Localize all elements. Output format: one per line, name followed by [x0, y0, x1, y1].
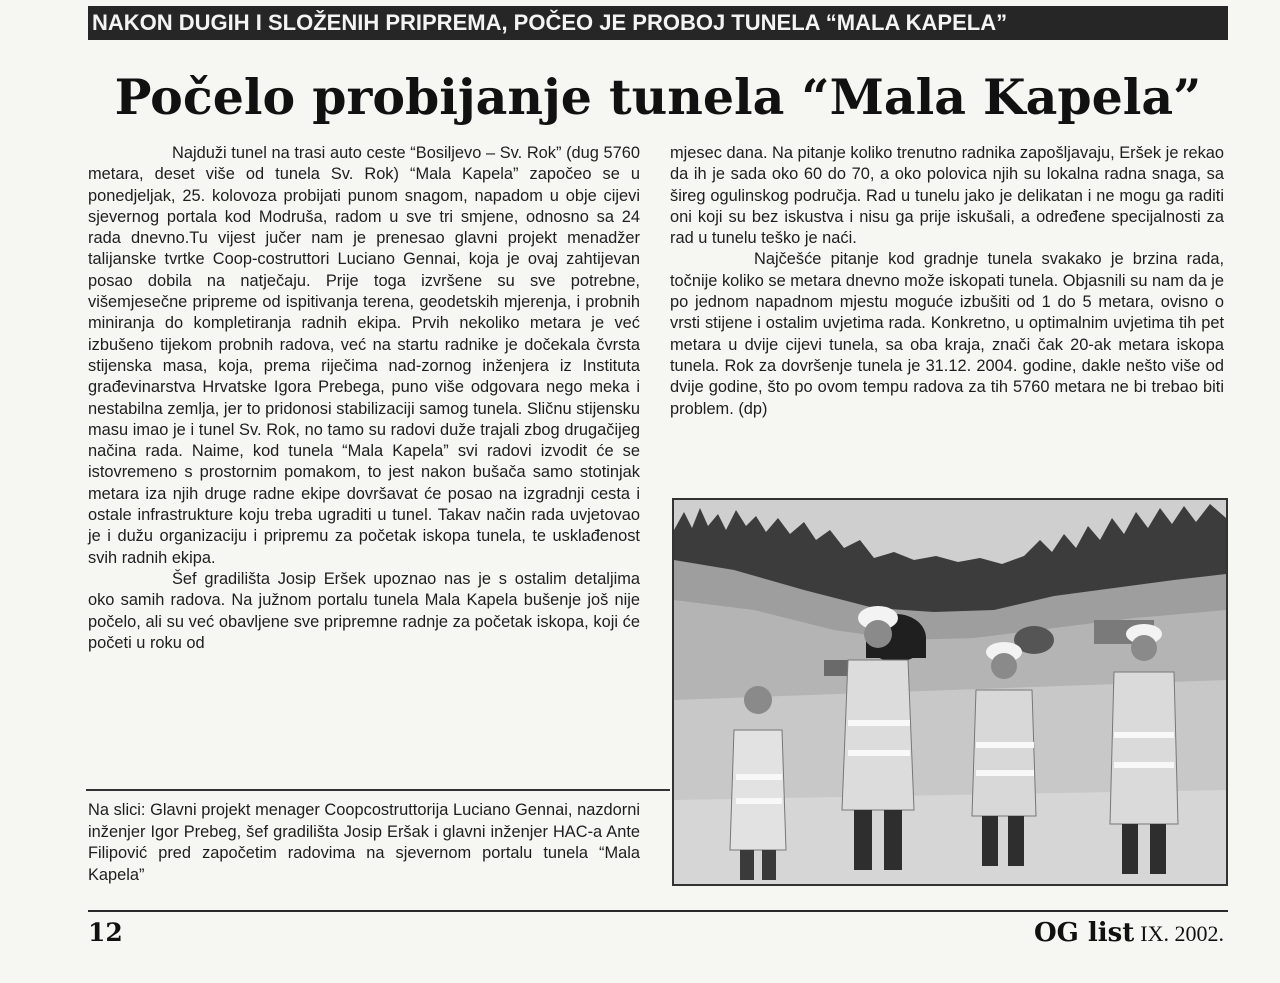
footer-divider	[88, 910, 1228, 912]
page-number: 12	[88, 918, 123, 947]
publication-name: OG list	[1033, 918, 1135, 948]
kicker-banner: NAKON DUGIH I SLOŽENIH PRIPREMA, POČEO JE PROBOJ TUNELA “MALA KAPELA”	[88, 6, 1228, 40]
headline: Počelo probijanje tunela “Mala Kapela”	[114, 68, 1202, 126]
article-column-left	[88, 143, 640, 654]
photo-caption: Na slici: Glavni projekt menager Coopcostruttorija Luciano Gennai, nazdorni inženjer Igor Prebeg, šef gradilišta Josip Eršak i glavni inženjer HAC-a Ante Filipović pred započetim radovima na sjevernom portalu tunela “Mala Kapela”	[88, 801, 640, 884]
article-column-right	[670, 143, 1224, 420]
article-photo	[672, 498, 1228, 886]
issue-date: IX. 2002.	[1140, 921, 1224, 946]
article-paragraph: Najduži tunel na trasi auto ceste “Bosiljevo – Sv. Rok” (dug 5760 metara, deset više od tunela Sv. Rok) “Mala Kapela” započeo se u ponedjeljak, 25. kolovoza probijati punom snagom, napadom u obje cijevi sjevernog portala kod Modruša, radom u sve tri smjene, odnosno sa 24 rada dnevno.Tu vijest jučer nam je prenesao glavni projekt menadžer talijanske tvrtke Coop-costruttori Luciano Gennai, koja je ovaj zahtijevan posao dobila na natječaju. Prije toga izvršene su sve potrebne, višemjesečne pripreme od ispitivanja terena, geodetskih mjerenja, i probnih miniranja do kompletiranja radnih ekipa. Prvih nekoliko metara je već izbušeno tijekom probnih radova, već na startu radnike je dočekala čvrsta stijenska masa, koja, prema riječima nad-zornog inženjera iz Instituta građevinarstva Hrvatske Igora Prebega, puno više odgovara nego meka i nestabilna zemlja, jer to pridonosi stabilizaciji samog tunela. Sličnu stijensku masu imao je i tunel Sv. Rok, no tamo su radovi duže trajali zbog drugačijeg načina rada. Naime, kod tunela “Mala Kapela” svi radovi izvodit će se istovremeno s prostornim pomakom, to jest nakon bušača samo stotinjak metara iza njih druge radne ekipe dovršavat će posao na izgradnji cesta i ostale infrastrukture koju treba ugraditi u tunel. Takav način rada uvjetovao je i dužu organizaciju i pripremu za početak iskopa tunela, te usklađenost svih radnih ekipa.	[88, 144, 640, 567]
article-paragraph: Najčešće pitanje kod gradnje tunela svakako je brzina rada, točnije koliko se metara dnevno može iskopati tunela. Objasnili su nam da je po jednom napadnom mjestu moguće izbušiti od 1 do 5 metara, ovisno o vrsti stijene i ostalim uvjetima rada. Konkretno, u optimalnim uvjetima tih pet metara u dvije cijevi tunela, sa oba kraja, znači čak 20-ak metara iskopa tunela. Rok za dovršenje tunela je 31.12. 2004. godine, dakle nešto više od dvije godine, što po ovom tempu radova za tih 5760 metara ne bi trebao biti problem. (dp)	[670, 250, 1224, 418]
caption-divider	[86, 789, 670, 791]
article-paragraph: mjesec dana. Na pitanje koliko trenutno radnika zapošljavaju, Eršek je rekao da ih je sada oko 60 do 70, a oko polovica njih su lokalna radna snaga, sa šireg ogulinskog područja. Rad u tunelu jako je delikatan i ne mogu ga raditi oni koji su bez iskustva i nisu ga prije iskušali, a određene specijalnosti za rad u tunelu teško je naći.	[670, 144, 1224, 248]
article-paragraph: Šef gradilišta Josip Eršek upoznao nas je s ostalim detaljima oko samih radova. Na južnom portalu tunela Mala Kapela bušenje još nije počelo, ali su već obavljene sve pripremne radnje za početak iskopa, koji će početi u roku od	[88, 569, 640, 652]
footer-publication	[1034, 918, 1224, 952]
photo-illustration	[674, 500, 1226, 884]
